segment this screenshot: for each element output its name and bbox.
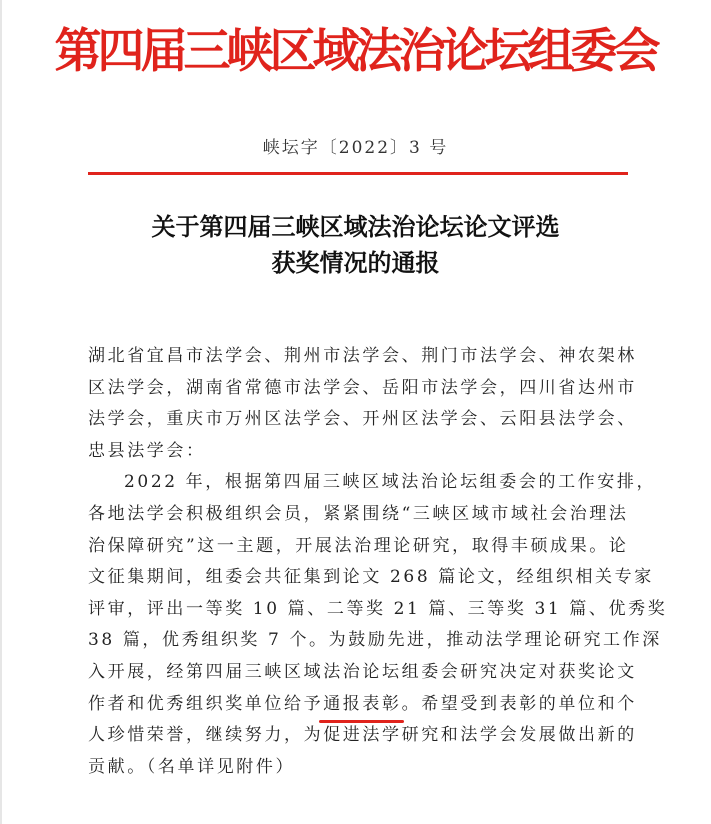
page-edge-divider <box>0 0 2 824</box>
paragraph-line-with-highlight <box>88 689 637 721</box>
paragraph-line: 入开展，经第四届三峡区域法治论坛组委会研究决定对获奖论文 <box>88 661 637 682</box>
paragraph-segment: 作者和优秀组织奖单位给予 <box>88 693 324 714</box>
paragraph-line: 2022 年，根据第四届三峡区域法治论坛组委会的工作安排， <box>124 472 657 493</box>
paragraph-line: 各地法学会积极组织会员，紧紧围绕“三峡区域市域社会治理法 <box>88 503 629 524</box>
paragraph-line: 人珍惜荣誉，继续努力，为促进法学研究和法学会发展做出新的 <box>88 725 637 746</box>
notice-body <box>88 341 668 783</box>
addressee-line: 忠县法学会： <box>88 440 206 461</box>
paragraph-line: 评审，评出一等奖 10 篇、二等奖 21 篇、三等奖 31 篇、优秀奖 <box>88 598 668 619</box>
paragraph-line: 文征集期间，组委会共征集到论文 268 篇论文，经组织相关专家 <box>88 567 654 588</box>
red-header-divider <box>88 172 628 175</box>
addressee-line: 区法学会，湖南省常德市法学会、岳阳市法学会，四川省达州市 <box>88 377 637 398</box>
notice-title <box>0 209 711 281</box>
notice-title-line-2: 获奖情况的通报 <box>271 248 440 277</box>
issuer-header-title: 第四届三峡区域法治论坛组委会 <box>54 24 657 79</box>
paragraph-segment: 。希望受到表彰的单位和个 <box>401 693 637 714</box>
addressee-line: 湖北省宜昌市法学会、荆州市法学会、荆门市法学会、神农架林 <box>88 346 637 366</box>
highlighted-phrase: 通报表彰 <box>323 689 401 721</box>
document-number: 峡坛字〔2022〕3 号 <box>262 138 449 158</box>
paragraph-line: 38 篇，优秀组织奖 7 个。为鼓励先进，推动法学理论研究工作深 <box>88 630 662 651</box>
paragraph-line: 治保障研究”这一主题，开展法治理论研究，取得丰硕成果。论 <box>88 535 629 556</box>
paragraph-line: 贡献。（名单详见附件） <box>88 756 296 777</box>
notice-title-line-1: 关于第四届三峡区域法治论坛论文评选 <box>151 212 560 241</box>
addressee-line: 法学会，重庆市万州区法学会、开州区法学会、云阳县法学会、 <box>88 409 637 430</box>
